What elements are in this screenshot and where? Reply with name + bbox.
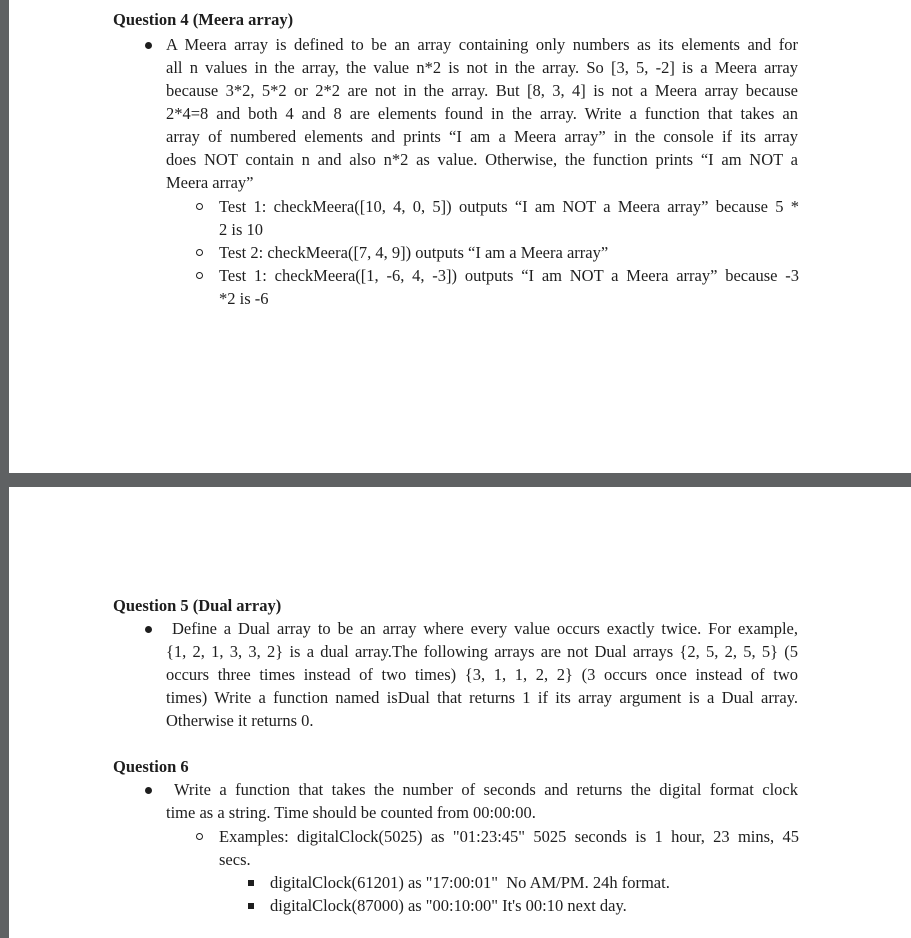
text-line: array of numbered elements and prints “I am a Meera array” in the console if its array [166,127,798,146]
text-line: *2 is -6 [219,289,269,308]
text-line: 2 is 10 [219,220,264,239]
bullet-dot-icon [145,42,152,49]
question-5-title: Question 5 (Dual array) [113,596,282,615]
document-page-1 [9,0,911,473]
text-line: Test 1: checkMeera([10, 4, 0, 5]) outputs “I am NOT a Meera array” because 5 * [219,197,799,216]
bullet-square-icon [248,880,254,886]
text-line: because 3*2, 5*2 or 2*2 are not in the array. But [8, 3, 4] is not a Meera array because [166,81,798,100]
question-4-description [166,33,798,194]
bullet-circle-icon [196,203,203,210]
question-4-title: Question 4 (Meera array) [113,10,294,29]
text-line: Test 1: checkMeera([1, -6, 4, -3]) outputs “I am NOT a Meera array” because -3 [219,266,799,285]
test-1-item [219,195,799,241]
text-line: Otherwise it returns 0. [166,711,314,730]
text-line: 2*4=8 and both 4 and 8 are elements found in the array. Write a function that takes an [166,104,798,123]
text-line: time as a string. Time should be counted from 00:00:00. [166,803,536,822]
text-line: Examples: digitalClock(5025) as "01:23:45" 5025 seconds is 1 hour, 23 mins, 45 [219,827,799,846]
bullet-circle-icon [196,833,203,840]
question-6-examples [219,825,799,871]
text-line: Define a Dual array to be an array where every value occurs exactly twice. For example, [172,619,798,638]
text-line: A Meera array is defined to be an array containing only numbers as its elements and for [166,35,798,54]
text-line: {1, 2, 1, 3, 3, 2} is a dual array.The following arrays are not Dual arrays {2, 5, 2, 5, 5} (5 [166,642,798,661]
text-line: Meera array” [166,173,254,192]
text-line: does NOT contain n and also n*2 as value. Otherwise, the function prints “I am NOT a [166,150,798,169]
text-line: occurs three times instead of two times) {3, 1, 1, 2, 2} (3 occurs once instead of two [166,665,798,684]
text-line: digitalClock(61201) as "17:00:01" No AM/PM. 24h format. [270,873,670,892]
bullet-dot-icon [145,626,152,633]
text-line: digitalClock(87000) as "00:10:00" It's 00:10 next day. [270,896,627,915]
question-5-description [166,617,798,732]
text-line: secs. [219,850,251,869]
text-line: Test 2: checkMeera([7, 4, 9]) outputs “I am a Meera array” [219,243,609,262]
text-line: all n values in the array, the value n*2 is not in the array. So [3, 5, -2] is a Meera array [166,58,798,77]
text-line: times) Write a function named isDual that returns 1 if its array argument is a Dual array. [166,688,798,707]
bullet-circle-icon [196,272,203,279]
document-page-2 [9,487,911,938]
sub-example-1 [270,871,799,894]
bullet-square-icon [248,903,254,909]
test-2-item [219,241,799,264]
question-6-description [166,778,798,824]
bullet-circle-icon [196,249,203,256]
bullet-dot-icon [145,787,152,794]
test-3-item [219,264,799,310]
question-6-title: Question 6 [113,757,189,776]
text-line: Write a function that takes the number of seconds and returns the digital format clock [174,780,798,799]
sub-example-2 [270,894,799,917]
